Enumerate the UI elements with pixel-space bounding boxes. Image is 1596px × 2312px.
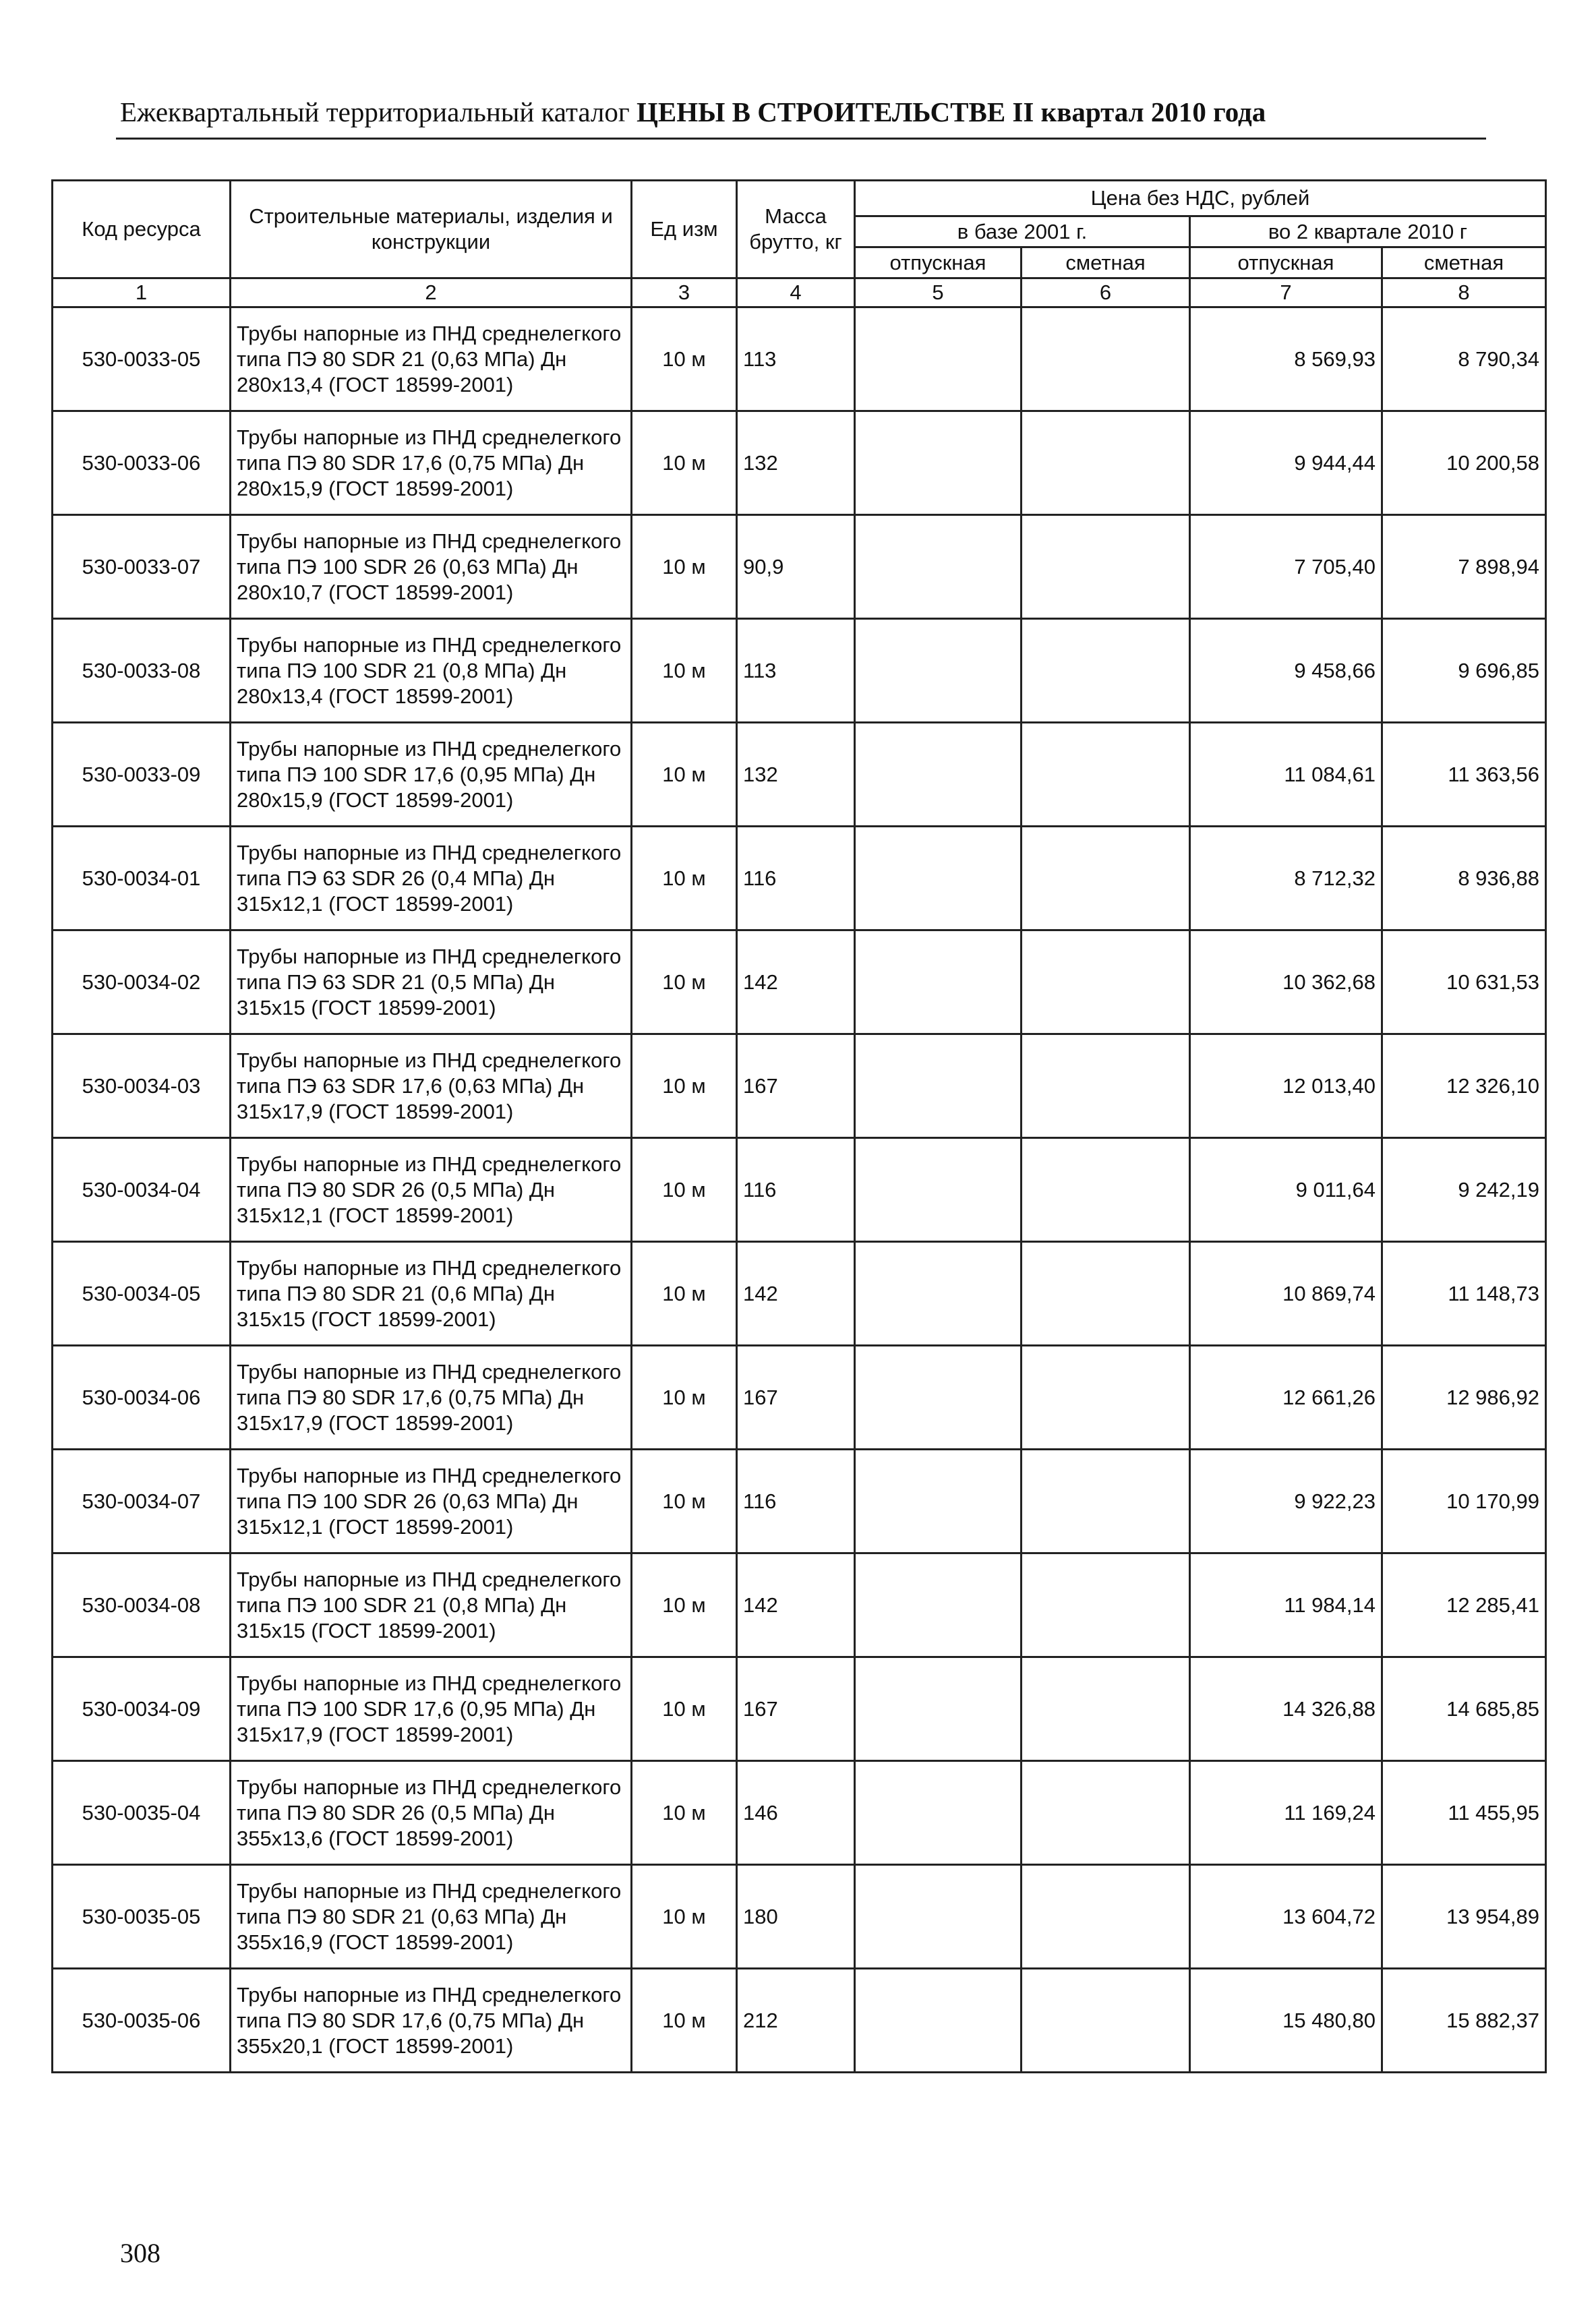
gross-mass: 132 (737, 411, 855, 515)
base-release-price (855, 619, 1022, 723)
base-release-price (855, 1553, 1022, 1657)
q2-estimate-price: 12 986,92 (1382, 1346, 1546, 1450)
base-estimate-price (1022, 1761, 1190, 1865)
base-estimate-price (1022, 1346, 1190, 1450)
table-row (53, 1553, 1546, 1657)
header-q2-release: отпускная (1190, 247, 1382, 278)
base-release-price (855, 307, 1022, 411)
resource-code: 530-0035-06 (53, 1969, 231, 2073)
resource-code: 530-0034-02 (53, 930, 231, 1034)
table-row (53, 411, 1546, 515)
header-code: Код ресурса (53, 181, 231, 278)
material-name: Трубы напорные из ПНД среднелегкого типа ПЭ 100 SDR 26 (0,63 МПа) Дн 315х12,1 (ГОСТ 18599-2001) (231, 1450, 632, 1553)
gross-mass: 116 (737, 1138, 855, 1242)
gross-mass: 146 (737, 1761, 855, 1865)
base-estimate-price (1022, 1865, 1190, 1969)
resource-code: 530-0034-01 (53, 827, 231, 930)
base-release-price (855, 515, 1022, 619)
base-estimate-price (1022, 827, 1190, 930)
resource-code: 530-0033-09 (53, 723, 231, 827)
table-row (53, 1138, 1546, 1242)
resource-code: 530-0033-06 (53, 411, 231, 515)
gross-mass: 212 (737, 1969, 855, 2073)
q2-estimate-price: 9 242,19 (1382, 1138, 1546, 1242)
q2-release-price: 10 362,68 (1190, 930, 1382, 1034)
column-number: 3 (632, 278, 737, 307)
q2-estimate-price: 14 685,85 (1382, 1657, 1546, 1761)
resource-code: 530-0033-05 (53, 307, 231, 411)
base-estimate-price (1022, 515, 1190, 619)
unit: 10 м (632, 307, 737, 411)
column-number: 5 (855, 278, 1022, 307)
resource-code: 530-0034-03 (53, 1034, 231, 1138)
table-row (53, 723, 1546, 827)
q2-estimate-price: 11 363,56 (1382, 723, 1546, 827)
gross-mass: 167 (737, 1657, 855, 1761)
resource-code: 530-0034-09 (53, 1657, 231, 1761)
unit: 10 м (632, 619, 737, 723)
unit: 10 м (632, 1865, 737, 1969)
q2-estimate-price: 10 200,58 (1382, 411, 1546, 515)
q2-estimate-price: 12 285,41 (1382, 1553, 1546, 1657)
base-estimate-price (1022, 307, 1190, 411)
unit: 10 м (632, 1346, 737, 1450)
q2-release-price: 9 458,66 (1190, 619, 1382, 723)
header-base-estimate: сметная (1022, 247, 1190, 278)
page-header (120, 96, 1485, 128)
base-release-price (855, 1346, 1022, 1450)
q2-estimate-price: 9 696,85 (1382, 619, 1546, 723)
header-mass: Масса брутто, кг (737, 181, 855, 278)
base-release-price (855, 1450, 1022, 1553)
material-name: Трубы напорные из ПНД среднелегкого типа ПЭ 80 SDR 21 (0,63 МПа) Дн 355х16,9 (ГОСТ 18599-2001) (231, 1865, 632, 1969)
unit: 10 м (632, 411, 737, 515)
table-row (53, 307, 1546, 411)
q2-release-price: 11 169,24 (1190, 1761, 1382, 1865)
unit: 10 м (632, 1450, 737, 1553)
base-estimate-price (1022, 1969, 1190, 2073)
base-release-price (855, 930, 1022, 1034)
q2-release-price: 11 084,61 (1190, 723, 1382, 827)
q2-release-price: 9 922,23 (1190, 1450, 1382, 1553)
page-number: 308 (120, 2238, 160, 2268)
unit: 10 м (632, 1969, 737, 2073)
resource-code: 530-0035-05 (53, 1865, 231, 1969)
unit: 10 м (632, 515, 737, 619)
base-estimate-price (1022, 411, 1190, 515)
material-name: Трубы напорные из ПНД среднелегкого типа ПЭ 63 SDR 21 (0,5 МПа) Дн 315х15 (ГОСТ 18599-2001) (231, 930, 632, 1034)
gross-mass: 116 (737, 1450, 855, 1553)
base-release-price (855, 1865, 1022, 1969)
material-name: Трубы напорные из ПНД среднелегкого типа ПЭ 63 SDR 17,6 (0,63 МПа) Дн 315х17,9 (ГОСТ 18599-2001) (231, 1034, 632, 1138)
material-name: Трубы напорные из ПНД среднелегкого типа ПЭ 80 SDR 21 (0,63 МПа) Дн 280х13,4 (ГОСТ 18599-2001) (231, 307, 632, 411)
base-release-price (855, 1242, 1022, 1346)
column-number: 6 (1022, 278, 1190, 307)
material-name: Трубы напорные из ПНД среднелегкого типа ПЭ 100 SDR 21 (0,8 МПа) Дн 280х13,4 (ГОСТ 18599-2001) (231, 619, 632, 723)
resource-code: 530-0034-04 (53, 1138, 231, 1242)
table-row (53, 1450, 1546, 1553)
resource-code: 530-0034-07 (53, 1450, 231, 1553)
material-name: Трубы напорные из ПНД среднелегкого типа ПЭ 80 SDR 17,6 (0,75 МПа) Дн 355х20,1 (ГОСТ 18599-2001) (231, 1969, 632, 2073)
q2-release-price: 14 326,88 (1190, 1657, 1382, 1761)
table-row (53, 1242, 1546, 1346)
header-price-group: Цена без НДС, рублей (855, 181, 1546, 216)
gross-mass: 167 (737, 1346, 855, 1450)
column-number-row (53, 278, 1546, 307)
material-name: Трубы напорные из ПНД среднелегкого типа ПЭ 100 SDR 17,6 (0,95 МПа) Дн 280х15,9 (ГОСТ 18599-2001) (231, 723, 632, 827)
material-name: Трубы напорные из ПНД среднелегкого типа ПЭ 80 SDR 26 (0,5 МПа) Дн 355х13,6 (ГОСТ 18599-2001) (231, 1761, 632, 1865)
unit: 10 м (632, 1242, 737, 1346)
header-name: Строительные материалы, изделия и конструкции (231, 181, 632, 278)
base-estimate-price (1022, 1242, 1190, 1346)
column-number: 8 (1382, 278, 1546, 307)
resource-code: 530-0033-07 (53, 515, 231, 619)
column-number: 1 (53, 278, 231, 307)
header-prefix: Ежеквартальный территориальный каталог (120, 96, 630, 127)
q2-release-price: 12 661,26 (1190, 1346, 1382, 1450)
q2-estimate-price: 11 455,95 (1382, 1761, 1546, 1865)
resource-code: 530-0034-08 (53, 1553, 231, 1657)
gross-mass: 180 (737, 1865, 855, 1969)
base-release-price (855, 411, 1022, 515)
header-base-release: отпускная (855, 247, 1022, 278)
q2-release-price: 15 480,80 (1190, 1969, 1382, 2073)
material-name: Трубы напорные из ПНД среднелегкого типа ПЭ 80 SDR 17,6 (0,75 МПа) Дн 315х17,9 (ГОСТ 18599-2001) (231, 1346, 632, 1450)
unit: 10 м (632, 1553, 737, 1657)
gross-mass: 113 (737, 619, 855, 723)
gross-mass: 142 (737, 930, 855, 1034)
gross-mass: 142 (737, 1553, 855, 1657)
gross-mass: 167 (737, 1034, 855, 1138)
material-name: Трубы напорные из ПНД среднелегкого типа ПЭ 100 SDR 17,6 (0,95 МПа) Дн 315х17,9 (ГОСТ 18599-2001) (231, 1657, 632, 1761)
q2-release-price: 12 013,40 (1190, 1034, 1382, 1138)
base-release-price (855, 1761, 1022, 1865)
resource-code: 530-0035-04 (53, 1761, 231, 1865)
gross-mass: 113 (737, 307, 855, 411)
q2-estimate-price: 15 882,37 (1382, 1969, 1546, 2073)
q2-estimate-price: 8 936,88 (1382, 827, 1546, 930)
gross-mass: 90,9 (737, 515, 855, 619)
material-name: Трубы напорные из ПНД среднелегкого типа ПЭ 100 SDR 21 (0,8 МПа) Дн 315х15 (ГОСТ 18599-2001) (231, 1553, 632, 1657)
column-number: 2 (231, 278, 632, 307)
q2-estimate-price: 7 898,94 (1382, 515, 1546, 619)
q2-release-price: 9 011,64 (1190, 1138, 1382, 1242)
table-row (53, 515, 1546, 619)
base-release-price (855, 1969, 1022, 2073)
resource-code: 530-0034-05 (53, 1242, 231, 1346)
resource-code: 530-0034-06 (53, 1346, 231, 1450)
base-release-price (855, 1138, 1022, 1242)
base-estimate-price (1022, 1450, 1190, 1553)
header-unit: Ед изм (632, 181, 737, 278)
q2-release-price: 7 705,40 (1190, 515, 1382, 619)
base-estimate-price (1022, 1034, 1190, 1138)
header-base-2001: в базе 2001 г. (855, 216, 1190, 247)
material-name: Трубы напорные из ПНД среднелегкого типа ПЭ 80 SDR 17,6 (0,75 МПа) Дн 280х15,9 (ГОСТ 18599-2001) (231, 411, 632, 515)
price-table (51, 179, 1547, 2073)
unit: 10 м (632, 1761, 737, 1865)
table-row (53, 1034, 1546, 1138)
table-row (53, 1346, 1546, 1450)
column-number: 4 (737, 278, 855, 307)
gross-mass: 116 (737, 827, 855, 930)
q2-release-price: 8 569,93 (1190, 307, 1382, 411)
table-row (53, 1657, 1546, 1761)
base-estimate-price (1022, 1138, 1190, 1242)
table-row (53, 1865, 1546, 1969)
table-row (53, 619, 1546, 723)
q2-release-price: 11 984,14 (1190, 1553, 1382, 1657)
table-row (53, 1761, 1546, 1865)
gross-mass: 132 (737, 723, 855, 827)
base-estimate-price (1022, 1553, 1190, 1657)
q2-estimate-price: 8 790,34 (1382, 307, 1546, 411)
table-row (53, 1969, 1546, 2073)
header-title: ЦЕНЫ В СТРОИТЕЛЬСТВЕ II квартал 2010 года (636, 96, 1266, 127)
material-name: Трубы напорные из ПНД среднелегкого типа ПЭ 80 SDR 26 (0,5 МПа) Дн 315х12,1 (ГОСТ 18599-2001) (231, 1138, 632, 1242)
base-release-price (855, 723, 1022, 827)
unit: 10 м (632, 1034, 737, 1138)
material-name: Трубы напорные из ПНД среднелегкого типа ПЭ 63 SDR 26 (0,4 МПа) Дн 315х12,1 (ГОСТ 18599-2001) (231, 827, 632, 930)
q2-estimate-price: 13 954,89 (1382, 1865, 1546, 1969)
base-estimate-price (1022, 930, 1190, 1034)
header-q2-2010: во 2 квартале 2010 г (1190, 216, 1546, 247)
q2-release-price: 9 944,44 (1190, 411, 1382, 515)
gross-mass: 142 (737, 1242, 855, 1346)
base-estimate-price (1022, 723, 1190, 827)
base-estimate-price (1022, 1657, 1190, 1761)
header-rule (116, 138, 1486, 140)
q2-estimate-price: 12 326,10 (1382, 1034, 1546, 1138)
resource-code: 530-0033-08 (53, 619, 231, 723)
unit: 10 м (632, 723, 737, 827)
base-release-price (855, 1657, 1022, 1761)
q2-estimate-price: 10 170,99 (1382, 1450, 1546, 1553)
table-row (53, 930, 1546, 1034)
table-row (53, 827, 1546, 930)
column-number: 7 (1190, 278, 1382, 307)
q2-release-price: 8 712,32 (1190, 827, 1382, 930)
unit: 10 м (632, 1138, 737, 1242)
q2-estimate-price: 11 148,73 (1382, 1242, 1546, 1346)
base-estimate-price (1022, 619, 1190, 723)
q2-release-price: 10 869,74 (1190, 1242, 1382, 1346)
material-name: Трубы напорные из ПНД среднелегкого типа ПЭ 80 SDR 21 (0,6 МПа) Дн 315х15 (ГОСТ 18599-2001) (231, 1242, 632, 1346)
material-name: Трубы напорные из ПНД среднелегкого типа ПЭ 100 SDR 26 (0,63 МПа) Дн 280х10,7 (ГОСТ 18599-2001) (231, 515, 632, 619)
base-release-price (855, 1034, 1022, 1138)
unit: 10 м (632, 827, 737, 930)
unit: 10 м (632, 930, 737, 1034)
header-q2-estimate: сметная (1382, 247, 1546, 278)
q2-release-price: 13 604,72 (1190, 1865, 1382, 1969)
unit: 10 м (632, 1657, 737, 1761)
q2-estimate-price: 10 631,53 (1382, 930, 1546, 1034)
base-release-price (855, 827, 1022, 930)
